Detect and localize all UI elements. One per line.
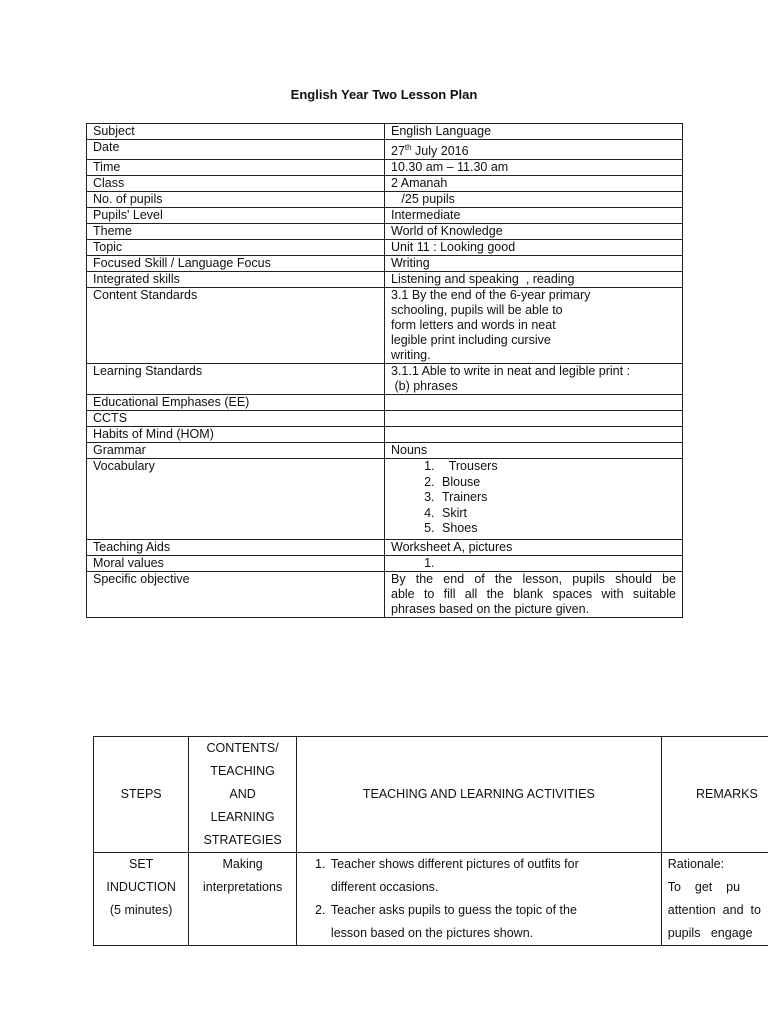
focus-label: Focused Skill / Language Focus: [87, 256, 385, 272]
table-row: [87, 192, 683, 208]
list-item: 1. Trousers: [438, 459, 676, 475]
table-row: [87, 395, 683, 411]
date-value: [385, 140, 683, 160]
activity-item: [329, 899, 655, 945]
date-rest: July 2016: [411, 144, 469, 159]
table-row: [87, 427, 683, 443]
text-line: legible print including cursive: [391, 333, 551, 348]
table-row: [87, 459, 683, 540]
activity-line: different occasions.: [330, 880, 439, 894]
list-item: 2. Blouse: [438, 475, 676, 491]
vocabulary-list: [391, 459, 676, 537]
grammar-value: Nouns: [385, 443, 683, 459]
text-line: (b) phrases: [391, 379, 458, 394]
ee-label: Educational Emphases (EE): [87, 395, 385, 411]
objective-label: Specific objective: [87, 572, 385, 618]
remarks-line: attention and to: [667, 903, 761, 917]
table-row: [87, 555, 683, 572]
content-standards-value: [385, 288, 683, 364]
remarks-line: To get pu: [667, 880, 741, 894]
moral-list: [391, 556, 676, 572]
remarks-line: pupils engage: [667, 926, 763, 940]
table-row: [87, 572, 683, 618]
list-item: [438, 556, 676, 572]
topic-label: Topic: [87, 240, 385, 256]
learning-standards-label: Learning Standards: [87, 364, 385, 395]
moral-value: [385, 555, 683, 572]
table-row: [94, 853, 768, 946]
step-line: (5 minutes): [109, 903, 173, 917]
table-row: [87, 224, 683, 240]
grammar-label: Grammar: [87, 443, 385, 459]
table-row: [87, 140, 683, 160]
moral-label: Moral values: [87, 555, 385, 572]
text-line: 3.1.1 Able to write in neat and legible print :: [391, 364, 631, 379]
header-line: TEACHING: [210, 764, 275, 778]
time-label: Time: [87, 160, 385, 176]
pupils-value: /25 pupils: [385, 192, 683, 208]
table-header-row: [94, 737, 768, 853]
content-standards-label: Content Standards: [87, 288, 385, 364]
activities-cell: [296, 853, 661, 946]
topic-value: Unit 11 : Looking good: [385, 240, 683, 256]
list-item: 5. Shoes: [438, 521, 676, 537]
pupils-label: No. of pupils: [87, 192, 385, 208]
aids-value: Worksheet A, pictures: [385, 539, 683, 555]
integrated-label: Integrated skills: [87, 272, 385, 288]
theme-label: Theme: [87, 224, 385, 240]
vocabulary-value: [385, 459, 683, 540]
header-line: STRATEGIES: [203, 833, 282, 847]
document-title: English Year Two Lesson Plan: [290, 87, 478, 102]
header-activities: TEACHING AND LEARNING ACTIVITIES: [296, 737, 661, 853]
aids-label: Teaching Aids: [87, 539, 385, 555]
strategy-cell: [189, 853, 297, 946]
date-day: 27: [391, 144, 405, 159]
strategy-line: interpretations: [203, 880, 283, 894]
subject-value: English Language: [385, 124, 683, 140]
time-value: 10.30 am – 11.30 am: [385, 160, 683, 176]
activity-line: 2. Teacher asks pupils to guess the topic of the: [330, 903, 577, 917]
header-contents: [189, 737, 297, 853]
list-item: 4. Skirt: [438, 506, 676, 522]
text-line: By the end of the lesson, pupils should be: [391, 572, 676, 587]
table-row: [87, 124, 683, 140]
level-label: Pupils' Level: [87, 208, 385, 224]
activity-line: lesson based on the pictures shown.: [330, 926, 534, 940]
table-row: [87, 272, 683, 288]
date-suffix: th: [404, 143, 412, 152]
integrated-value: Listening and speaking , reading: [385, 272, 683, 288]
step-cell: [94, 853, 189, 946]
class-label: Class: [87, 176, 385, 192]
table-row: [87, 208, 683, 224]
table-row: [87, 240, 683, 256]
table-row: [87, 443, 683, 459]
step-line: SET: [129, 857, 154, 871]
vocabulary-label: Vocabulary: [87, 459, 385, 540]
learning-standards-value: [385, 364, 683, 395]
date-label: Date: [87, 140, 385, 160]
class-value: 2 Amanah: [385, 176, 683, 192]
strategy-line: Making: [222, 857, 263, 871]
focus-value: Writing: [385, 256, 683, 272]
activity-line: 1. Teacher shows different pictures of outfits for: [330, 857, 579, 871]
table-row: [87, 288, 683, 364]
table-row: [87, 160, 683, 176]
text-line: 3.1 By the end of the 6-year primary: [391, 288, 591, 303]
remarks-line: Rationale:: [667, 857, 725, 871]
objective-value: [385, 572, 683, 618]
text-line: form letters and words in neat: [391, 318, 556, 333]
level-value: Intermediate: [385, 208, 683, 224]
text-line: schooling, pupils will be able to: [391, 303, 563, 318]
ccts-value: [385, 411, 683, 427]
header-line: CONTENTS/: [206, 741, 279, 755]
table-row: [87, 256, 683, 272]
list-item: 3. Trainers: [438, 490, 676, 506]
activity-item: [329, 853, 655, 899]
table-row: [87, 411, 683, 427]
table-row: [87, 364, 683, 395]
header-remarks: REMARKS: [661, 737, 768, 853]
header-line: LEARNING: [210, 810, 275, 824]
table-row: [87, 176, 683, 192]
lesson-info-table: [86, 123, 683, 618]
ee-value: [385, 395, 683, 411]
table-row: [87, 539, 683, 555]
header-steps: STEPS: [94, 737, 189, 853]
text-line: phrases based on the picture given.: [391, 602, 590, 617]
header-line: AND: [229, 787, 256, 801]
step-line: INDUCTION: [106, 880, 176, 894]
subject-label: Subject: [87, 124, 385, 140]
ccts-label: CCTS: [87, 411, 385, 427]
hom-value: [385, 427, 683, 443]
theme-value: World of Knowledge: [385, 224, 683, 240]
text-line: able to fill all the blank spaces with suitable: [391, 587, 676, 602]
activities-list: [303, 853, 655, 945]
text-line: writing.: [391, 348, 431, 363]
hom-label: Habits of Mind (HOM): [87, 427, 385, 443]
steps-table: [93, 736, 768, 946]
remarks-cell: [661, 853, 768, 946]
